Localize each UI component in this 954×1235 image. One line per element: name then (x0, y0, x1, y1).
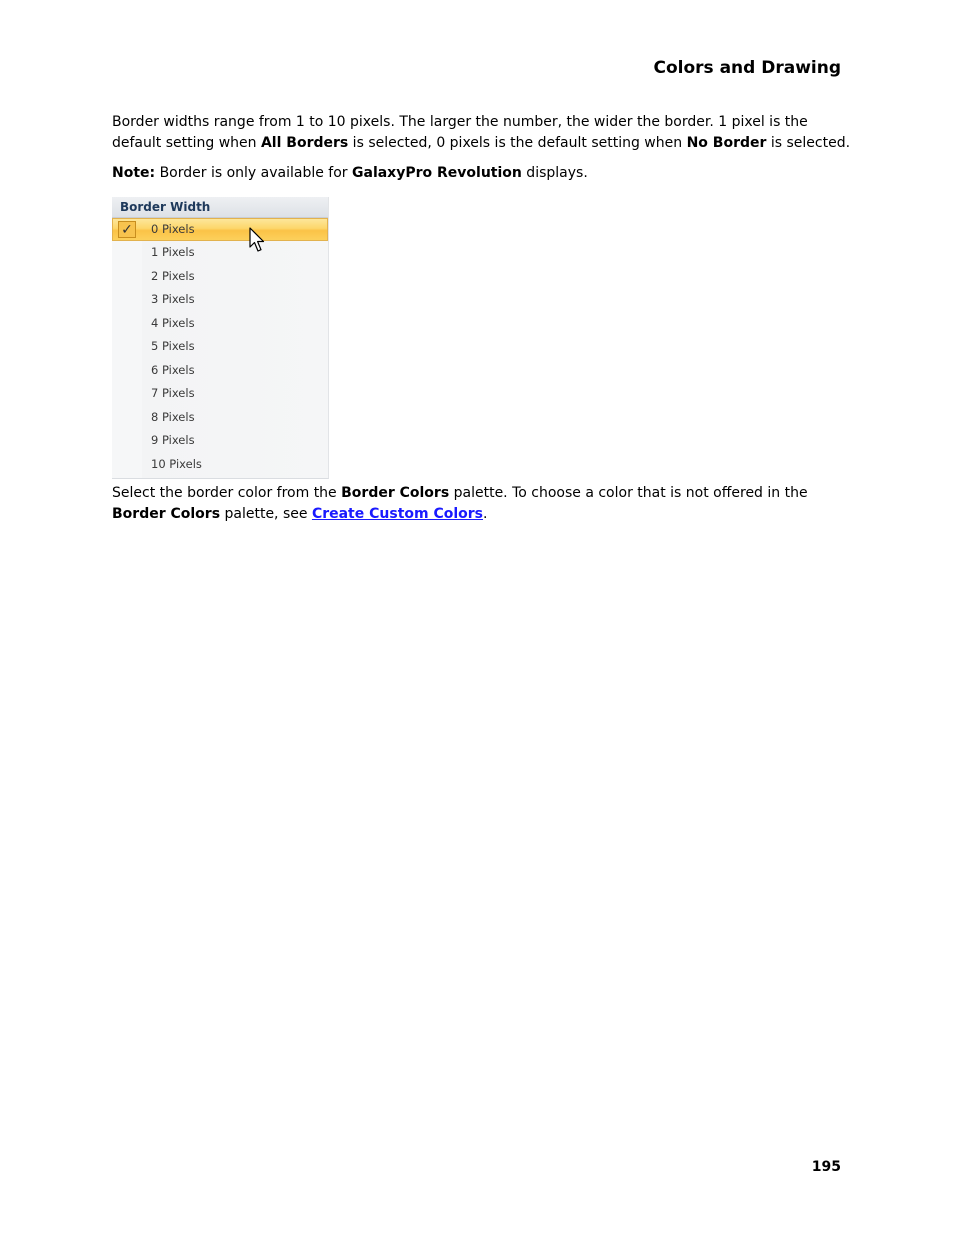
note-paragraph: Note: Border is only available for GalaxyPro Revolution displays. (112, 165, 588, 181)
mouse-pointer-icon (249, 227, 265, 253)
menu-item-label: 2 Pixels (151, 268, 195, 283)
menu-item-label: 1 Pixels (151, 245, 195, 259)
menu-item-9-pixels[interactable] (112, 429, 328, 453)
menu-item-0-pixels[interactable] (112, 218, 328, 241)
menu-item-label: 4 Pixels (151, 315, 195, 330)
no-border-term: No Border (686, 135, 767, 151)
menu-item-label: 9 Pixels (151, 433, 195, 447)
product-name: GalaxyPro Revolution (352, 165, 522, 181)
menu-item-8-pixels[interactable] (112, 406, 328, 430)
border-colors-paragraph: Select the border color from the Border Colors palette. To choose a color that is not offered in the Border Colors palette, see Create Custom Colors. (112, 485, 808, 522)
all-borders-term: All Borders (260, 135, 349, 151)
checkmark-icon: ✓ (118, 221, 136, 238)
create-custom-colors-link[interactable]: Create Custom Colors (311, 506, 484, 522)
menu-item-6-pixels[interactable] (112, 359, 328, 383)
menu-item-label: 6 Pixels (151, 362, 195, 377)
border-colors-term: Border Colors (341, 485, 450, 501)
menu-item-label: 3 Pixels (151, 292, 195, 306)
page-header-title: Colors and Drawing (653, 58, 841, 78)
menu-item-3-pixels[interactable] (112, 288, 328, 312)
menu-item-label: 0 Pixels (151, 222, 195, 236)
page-number: 195 (811, 1159, 841, 1175)
border-width-menu-title: Border Width (112, 197, 328, 218)
note-label: Note: (112, 165, 156, 181)
menu-item-label: 8 Pixels (151, 409, 195, 424)
menu-item-1-pixels[interactable] (112, 241, 328, 265)
menu-item-10-pixels[interactable] (112, 453, 328, 477)
border-width-paragraph: Border widths range from 1 to 10 pixels. The larger the number, the wider the border. 1 pixel is the default setting when All Borders is selected, 0 pixels is the default setting when No Border is selected. (112, 114, 851, 151)
menu-item-2-pixels[interactable] (112, 265, 328, 289)
menu-item-label: 10 Pixels (151, 456, 202, 471)
menu-item-4-pixels[interactable] (112, 312, 328, 336)
menu-item-7-pixels[interactable] (112, 382, 328, 406)
border-width-menu (112, 197, 329, 479)
menu-item-label: 7 Pixels (151, 386, 195, 400)
border-colors-term: Border Colors (112, 506, 221, 522)
menu-item-label: 5 Pixels (151, 339, 195, 353)
menu-item-5-pixels[interactable] (112, 335, 328, 359)
